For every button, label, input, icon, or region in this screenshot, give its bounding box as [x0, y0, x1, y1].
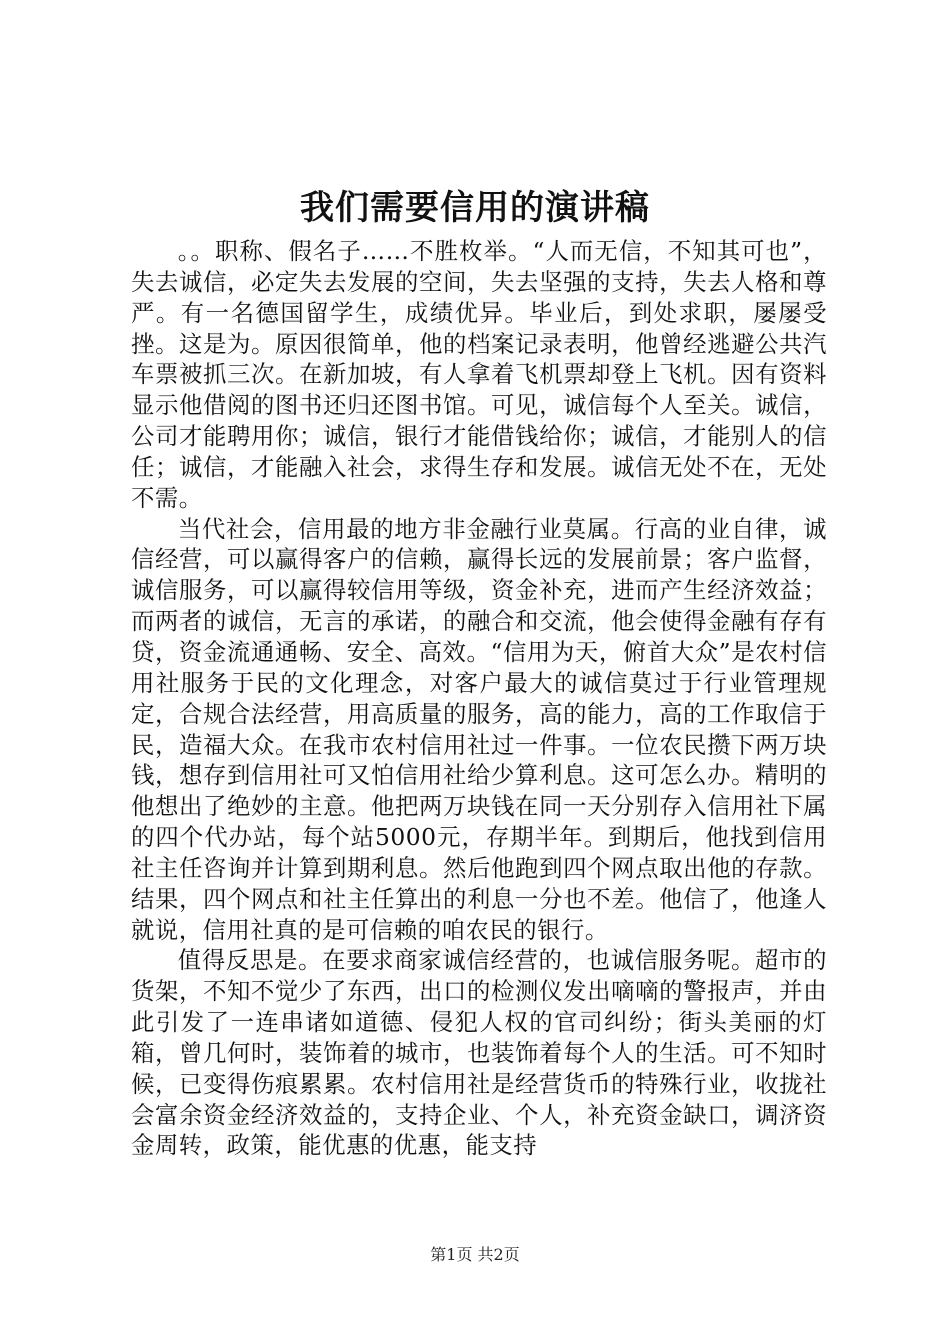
paragraph: 。。职称、假名子……不胜枚举。“人而无信，不知其可也”，失去诚信，必定失去发展的空间，失去坚强的支持，失去人格和尊严。有一名德国留学生，成绩优异。毕业后，到处求职，屡屡受挫。这是为。原因很简单，他的档案记录表明，他曾经逃避公共汽车票被抓三次。在新加坡，有人拿着飞机票却登上飞机。因有资料显示他借阅的图书还归还图书馆。可见，诚信每个人至关。诚信，公司才能聘用你；诚信，银行才能借钱给你；诚信，才能别人的信任；诚信，才能融入社会，求得生存和发展。诚信无处不在，无处不需。: [131, 237, 827, 512]
paragraph: 值得反思是。在要求商家诚信经营的，也诚信服务呢。超市的货架，不知不觉少了东西，出口的检测仪发出嘀嘀的警报声，并由此引发了一连串诸如道德、侵犯人权的官司纠纷；街头美丽的灯箱，曾几何时，装饰着的城市，也装饰着每个人的生活。可不知时候，已变得伤痕累累。农村信用社是经营货币的特殊行业，收拢社会富余资金经济效益的，支持企业、个人，补充资金缺口，调济资金周转，政策，能优惠的优惠，能支持: [131, 946, 827, 1160]
document-title: 我们需要信用的演讲稿: [300, 188, 650, 228]
paragraph: 当代社会，信用最的地方非金融行业莫属。行高的业自律，诚信经营，可以赢得客户的信赖，赢得长远的发展前景；客户监督，诚信服务，可以赢得较信用等级，资金补充，进而产生经济效益；而两者的诚信，无言的承诺，的融合和交流，他会使得金融有存有贷，资金流通通畅、安全、高效。“信用为天，俯首大众”是农村信用社服务于民的文化理念，对客户最大的诚信莫过于行业管理规定，合规合法经营，用高质量的服务，高的能力，高的工作取信于民，造福大众。在我市农村信用社过一件事。一位农民攒下两万块钱，想存到信用社可又怕信用社给少算利息。这可怎么办。精明的他想出了绝妙的主意。他把两万块钱在同一天分别存入信用社下属的四个代办站，每个站5000元，存期半年。到期后，他找到信用社主任咨询并计算到期利息。然后他跑到四个网点取出他的存款。结果，四个网点和社主任算出的利息一分也不差。他信了，他逢人就说，信用社真的是可信赖的咱农民的银行。: [131, 514, 827, 944]
document-body: [131, 236, 827, 1161]
page-number-footer: 第1页 共2页: [430, 1245, 520, 1264]
